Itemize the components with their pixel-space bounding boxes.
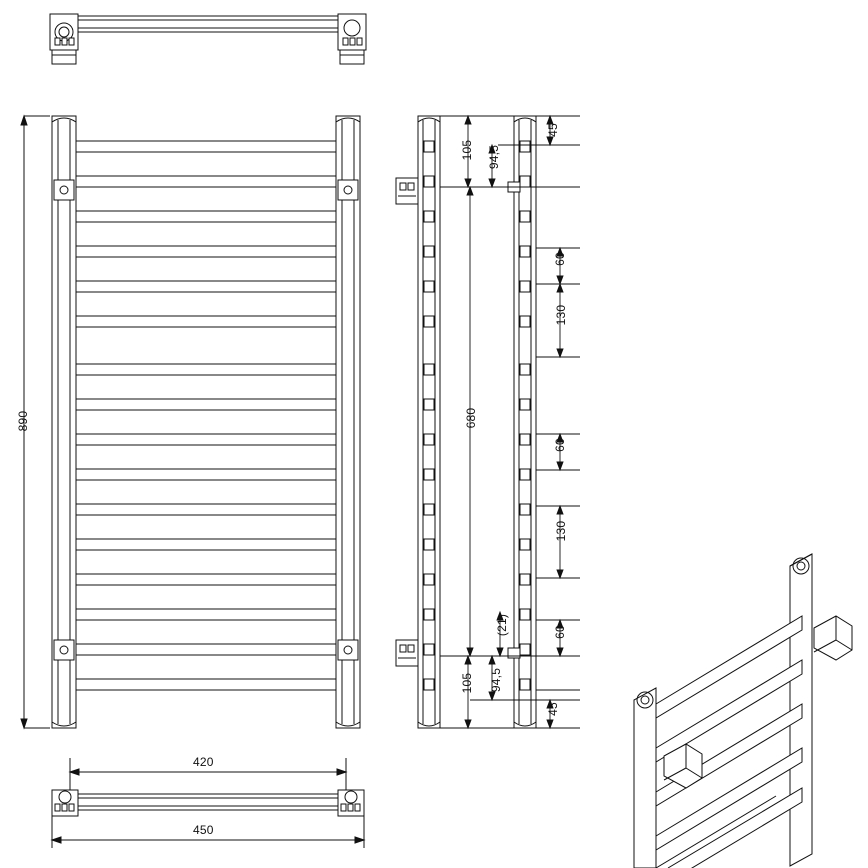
- dim-label-bottom-segment-94-5: 94,5: [489, 667, 503, 693]
- dim-label-top-segment-105: 105: [460, 139, 474, 161]
- dim-label-bottom-offset-45: 45: [546, 702, 560, 716]
- dim-label-width-inner: 420: [193, 755, 214, 769]
- perspective-view: [634, 554, 852, 868]
- dim-label-reference-21: (21): [495, 613, 509, 637]
- dim-label-lower-60: 60: [553, 438, 567, 452]
- bottom-view: [52, 790, 364, 816]
- dim-label-lower-130: 130: [554, 520, 568, 542]
- front-view: [52, 116, 360, 728]
- dimension-reference-profile: [508, 116, 536, 728]
- dim-label-height-overall: 890: [16, 410, 30, 432]
- dim-label-width-overall: 450: [193, 823, 214, 837]
- dim-label-top-segment-94-5: 94,5: [487, 144, 501, 170]
- side-view: [396, 116, 440, 728]
- top-view: [50, 14, 366, 64]
- dim-label-bottom-60: 60: [553, 625, 567, 639]
- dim-label-top-offset-45: 45: [546, 123, 560, 137]
- dim-label-bottom-segment-105: 105: [460, 672, 474, 694]
- dim-label-upper-60: 60: [553, 252, 567, 266]
- dim-label-centre-680: 680: [464, 407, 478, 429]
- dim-label-upper-130: 130: [554, 304, 568, 326]
